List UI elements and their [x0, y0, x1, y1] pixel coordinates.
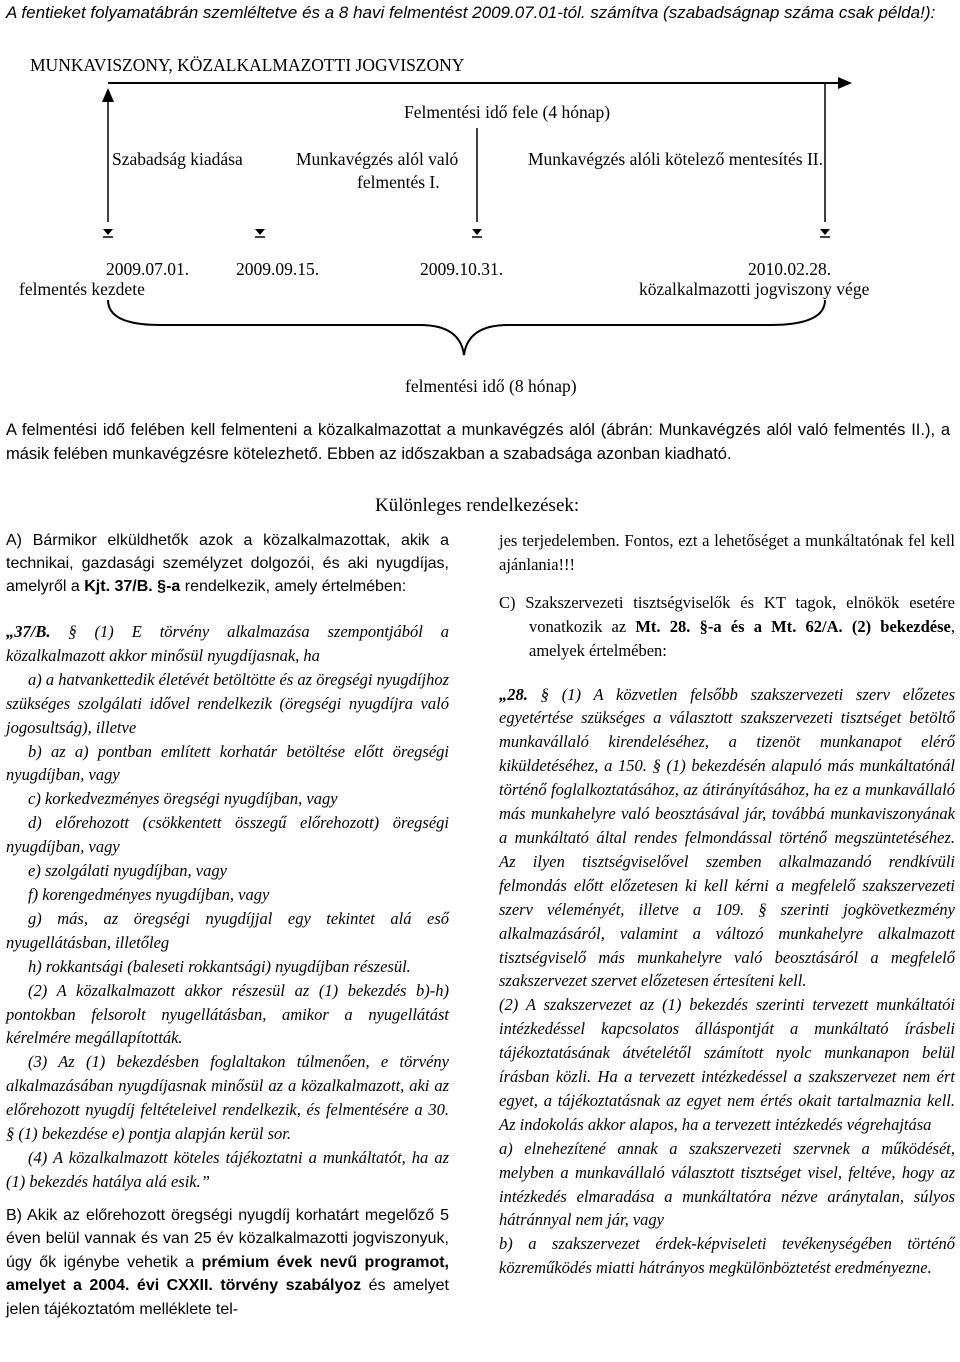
section-a-text: A) Bármikor elküldhetők azok a közalkalmazottak, akik a technikai, gazdasági személyzet dolgozói, és aki nyugdíjas, amelyről a [6, 532, 449, 595]
section-title: Különleges rendelkezések: [375, 495, 580, 516]
explanation-paragraph: A felmentési idő felében kell felmenteni a közalkalmazottat a munkavégzés alól (ábrán: Munkavégzés alól való felmentés II.), a másik felében munkavégzésre kötelezhető. Ebben az időszakban a szabadsága azonban kiadható. [6, 421, 950, 463]
phase-leave: Szabadság kiadása [112, 149, 243, 169]
right-column [499, 529, 955, 1280]
quote-37b-3: (3) Az (1) bekezdésben foglaltakon túlmenően, e törvény alkalmazásában nyugdíjasnak minősül az a közalkalmazott, aki az előrehozott nyugdíj feltételeivel rendelkezik, és felmentésére a 30. § (1) bekezdése e) pontja alapján kerül sor. [6, 1052, 449, 1144]
half-period-label: Felmentési idő fele (4 hónap) [404, 102, 611, 122]
intro-text: A fentieket folyamatábrán szemléltetve és a 8 havi felmentést 2009.07.01-tól. számítva (szabadságnap száma csak példa!): [6, 3, 936, 22]
section-b-text: B) Akik az előrehozott öregségi nyugdíj korhatárt megelőző 5 éven belül vannak és van 25 év közalkalmazotti jogviszonyuk, úgy ők igénybe vehetik a [6, 1206, 449, 1271]
section-a-ref-para: §-a [152, 578, 181, 595]
quote-28-a: a) elnehezítené annak a szakszervezeti szervnek a működését, melyben a munkavállaló választott tisztséget visel, feltéve, hogy az intézkedés elmaradása a munkáltatóra nézve aránytalan, súlyos hátránnyal nem jár, vagy [499, 1138, 955, 1230]
date-start-note: felmentés kezdete [19, 279, 145, 299]
date-start: 2009.07.01. [106, 259, 190, 279]
quote-28-open: „28. [499, 684, 528, 704]
quote-37b-open: „37/B. [6, 622, 51, 641]
quote-37b-e: e) szolgálati nyugdíjban, vagy [28, 861, 227, 881]
section-c [499, 591, 955, 663]
total-period-brace [108, 300, 825, 355]
phase-exempt-1-line2: felmentés I. [357, 172, 440, 192]
section-b-program: prémium évek nevű programot, amelyet a 2004. évi CXXII. törvény szabályoz [6, 1253, 449, 1295]
quote-28-1 [499, 683, 955, 994]
left-column [6, 529, 449, 1321]
quote-37b-d: d) előrehozott (csökkentett összegű előrehozott) öregségi nyugdíjban, vagy [6, 813, 449, 857]
quote-37b-a: a) a hatvankettedik életévét betöltötte és az öregségi nyugdíjhoz szükséges szolgálati idővel rendelkezik (öregségi nyugdíjra való jogosultság), illetve [6, 669, 449, 737]
date-end-note: közalkalmazotti jogviszony vége [639, 279, 870, 299]
section-b-tail: és amelyet jelen tájékoztatóm melléklete tel- [6, 1277, 449, 1318]
phase-exempt-2: Munkavégzés alóli kötelező mentesítés II. [528, 149, 823, 169]
section-b-continuation: jes terjedelemben. Fontos, ezt a lehetőséget a munkáltatónak fel kell ajánlania!!! [499, 531, 955, 574]
date-marker [820, 229, 830, 237]
date-marker [103, 229, 113, 237]
quote-37b-b: b) az a) pontban említett korhatár betöltése előtt öregségi nyugdíjban, vagy [6, 741, 449, 785]
section-a-tail: rendelkezik, amely értelmében: [180, 578, 407, 595]
date-second: 2009.09.15. [236, 259, 320, 279]
date-marker [255, 229, 265, 237]
total-period-label: felmentési idő (8 hónap) [405, 376, 577, 396]
section-c-ref: Mt. 28. §-a és a Mt. 62/A. (2) bekezdése [635, 616, 951, 636]
date-marker [472, 229, 482, 237]
timeline-arrowhead [838, 77, 852, 89]
section-b [6, 1204, 449, 1322]
quote-37b-h: h) rokkantsági (baleseti rokkantsági) nyugdíjban részesül. [28, 956, 411, 976]
quote-28-text: § (1) A közvetlen felsőbb szakszervezeti szerv előzetes egyetértése szükséges a választott szakszervezeti tisztséget betöltő munkavállaló kirendeléséhez, a tizenöt munkanapot elérő kiküldetéséhez, a 150. § (1) bekezdésén alapuló más munkáltatónál történő foglalkoztatásához, az átirányításához, ha ez a munkavállaló más munkahelyre való beosztásával jár, továbbá munkaviszonyának a munkáltató által rendes felmondással történő megszüntetéséhez. Az ilyen tisztségviselővel szemben alkalmazandó rendkívüli felmondás előtt előzetesen ki kell kérni a megfelelő szakszervezeti szerv véleményét, illetve a 109. § szerinti jogkövetkezmény alkalmazásáról, valamint a változó munkahelyre alkalmazott tisztségviselő más munkahelyre való beosztásáról a megfelelő szakszervezet szervet előzetesen értesíteni kell. [499, 684, 955, 991]
section-c-text: C) Szakszervezeti tisztségviselők és KT tagok, elnökök esetére vonatkozik az [499, 592, 955, 636]
quote-37b-4: (4) A közalkalmazott köteles tájékoztatni a munkáltatót, ha az (1) bekezdés hatálya alá esik.” [6, 1147, 449, 1191]
date-half: 2009.10.31. [420, 259, 504, 279]
quote-28-b: b) a szakszervezet érdek-képviseleti tevékenységében történő közreműködés miatti hátrányos megkülönböztetést eredményezne. [499, 1234, 955, 1278]
quote-37b-g: g) más, az öregségi nyugdíjjal egy tekintet alá eső nyugellátásban, illetőleg [6, 908, 449, 952]
section-c-tail: , amelyek értelmében: [529, 616, 955, 660]
section-a [6, 529, 449, 598]
quote-37b-1 [6, 620, 449, 668]
quote-28-2: (2) A szakszervezet az (1) bekezdés szerinti tervezett munkáltatói intézkedéssel kapcsolatos álláspontját a munkáltató írásbeli tájékoztatásának átvételétől számított nyolc munkanapon belül írásban közli. Ha a tervezett intézkedéssel a szakszervezet nem ért egyet, a tájékoztatásnak az egyet nem értés okait tartalmaznia kell. Az indokolás akkor alapos, ha a tervezett intézkedés végrehajtása [499, 995, 955, 1134]
quote-37b-text: § (1) E törvény alkalmazása szempontjából a közalkalmazott akkor minősül nyugdíjasnak, ha [6, 622, 449, 665]
quote-37b-f: f) korengedményes nyugdíjban, vagy [28, 884, 270, 904]
phase-exempt-1-line1: Munkavégzés alól való [296, 149, 459, 169]
quote-37b-2: (2) A közalkalmazott akkor részesül az (1) bekezdés b)-h) pontokban felsorolt nyugellátásban, amikor a nyugellátást kérelmére megállapították. [6, 980, 449, 1048]
quote-37b-c: c) korkedvezményes öregségi nyugdíjban, vagy [28, 789, 338, 809]
section-a-ref: Kjt. 37/B. [84, 578, 153, 595]
diagram-heading: MUNKAVISZONY, KÖZALKALMAZOTTI JOGVISZONY [30, 55, 465, 75]
date-end: 2010.02.28. [748, 259, 832, 279]
start-vertical-arrowhead [102, 88, 114, 102]
